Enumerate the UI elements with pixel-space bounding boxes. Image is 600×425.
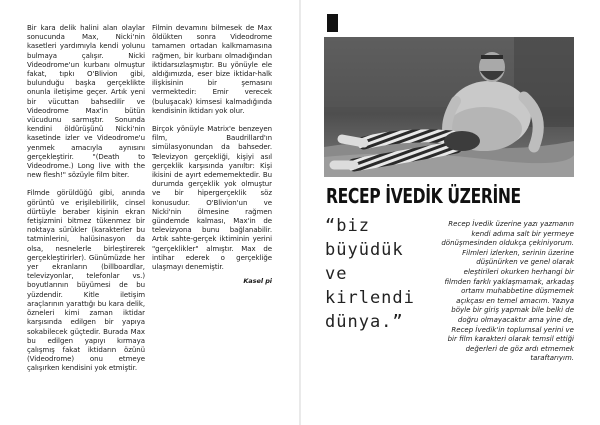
section-marker bbox=[327, 14, 338, 32]
pull-quote-line: ve bbox=[325, 264, 348, 284]
author-signature: Kasel pi bbox=[243, 277, 272, 286]
article-photo bbox=[324, 37, 574, 177]
pull-quote-line: “biz bbox=[325, 216, 370, 236]
paragraph: Bir kara delik halini alan olaylar sonucunda Max, Nicki'nin kasetleri yardımıyla kendi yolunu bulmaya çalışır. Nicki Videodrome'un kurbanı olmuştur fakat, tıpkı O'Blivion gibi, bulunduğu başka gerçeklikte onunla iletişime geçer. Artık yeni bir vücuttan bahsedilir ve Videodrome Max'in bütün vücudunu sarmıştır. Sonunda kendini öldürüşünü Nicki'nin kasetinde izler ve Videodrome'u yenmek amacıyla aynısını gerçekleştirir. "(Death to Videodrome.) Long live with the new flesh!" sözüyle film biter. bbox=[27, 24, 145, 180]
pull-quote bbox=[325, 214, 437, 334]
article-headline: RECEP İVEDİK ÜZERİNE bbox=[326, 184, 521, 208]
page-gutter bbox=[299, 0, 301, 425]
pull-quote-line: büyüdük bbox=[325, 240, 404, 260]
pull-quote-line: dünya.” bbox=[325, 312, 404, 332]
paragraph: Birçok yönüyle Matrix'e benzeyen film, Baudrillard'ın simülasyonundan da bahseder. Televizyon gerçekliği, kişiyi asıl gerçeklik karşısında yanıltır: Kişi ikisini de ayırt edememektedir. Bu durumda gerçeklik yok olmuştur ve bir hipergerçeklik söz konusudur. O'Blivion'un ve Nicki'nin ölmesine rağmen gündemde kalması, Max'in de televizyona bunu bağlanabilir. Artık sahte-gerçek iktiminin yerini "gerçeklikler" almıştır. Max de intihar ederek o gerçekliğe ulaşmayı denemiştir. bbox=[152, 125, 272, 272]
pull-quote-line: kirlendi bbox=[325, 288, 415, 308]
paragraph: Filmin devamını bilmesek de Max öldükten sonra Videodrome tamamen ortadan kalkmamasına rağmen, bir kurbanı olmadığından iktidarsızlaşmıştır. Bu yönüyle ele aldığımızda, eser bize iktidar-halk ilişkisinin bir şemasını vermektedir: Emir verecek (buluşacak) kimsesi kalmadığında kendisinin iktidarı yok olur. bbox=[152, 24, 272, 115]
article-column-2 bbox=[152, 24, 272, 286]
article-intro: Recep İvedik üzerine yazı yazmanın kendi adıma salt bir yermeye dönüşmesinden oldukça çekiniyorum. Filmleri izlerken, serinin üzerine düşünürken ve genel olarak eleştirileri okurken herhangi bir filmden farklı yaklaşmamak, arkadaş ortamı muhabbetine düşmemek açıkçası en temel amacım. Yazıya böyle bir giriş yapmak bile belki de doğru olmayacaktır ama yine de, Recep İvedik'in toplumsal yerini ve bir film karakteri olarak temsil ettiği değerleri de göz ardı etmemek taraftarıyım. bbox=[441, 220, 574, 363]
article-column-1 bbox=[27, 24, 145, 383]
paragraph: Filmde görüldüğü gibi, anında görüntü ve erişilebilirlik, cinsel dürtüyle beraber kişinin ekran fetişizmini bitmez tükenmez bir noktaya sürükler (karakterler bu tatminlerini, halüsinasyon da olsa, nesnelerle birleştirerek gerçekleştirirler). Günümüzde her yer ekranların (billboardlar, televizyonlar, telefonlar vs.) boyutlarının büyümesi de bu yüzdendir. Kitle iletişim araçlarının yarattığı bu kara delik, özneleri kimi zaman iktidar karşısında edilgen bir yapıya sokabilecek güçtedir. Burada Max bu edilgen yapıyı kırmaya çalışmış fakat iktidarın özünü (Videodrome) onu etmeye çalışırken kendisini yok etmiştir. bbox=[27, 189, 145, 373]
